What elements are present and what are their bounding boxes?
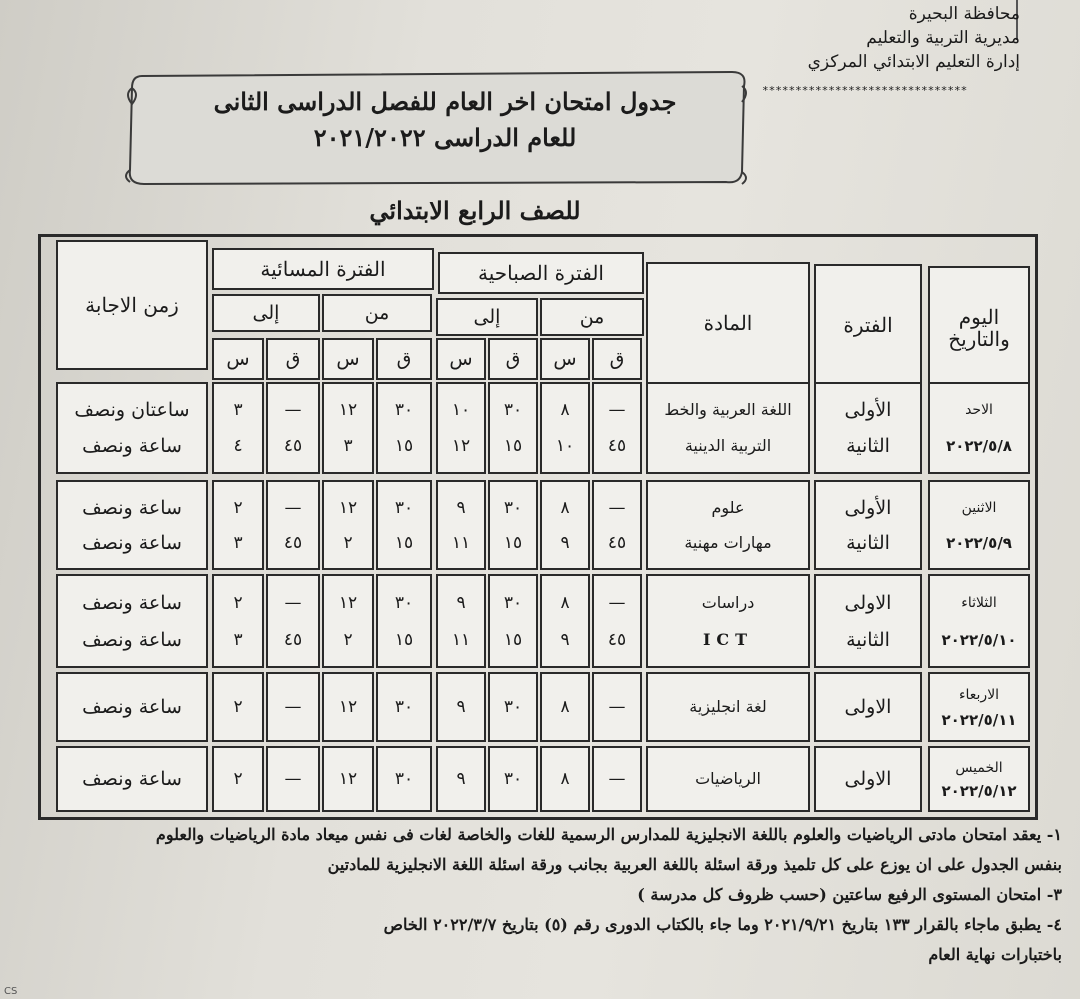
e-to-s-value: ٤ <box>233 436 243 456</box>
scanner-watermark: CS <box>4 986 18 997</box>
subject-value: لغة انجليزية <box>689 697 767 716</box>
header-unit-hour: س <box>322 338 374 380</box>
e-from-q-value: ١٥ <box>394 532 414 553</box>
header-evening-period: الفترة المسائية <box>212 248 434 290</box>
m-from-s-value: ١٠ <box>555 436 575 456</box>
day-name: الاربعاء <box>958 686 1000 703</box>
row-period-cell <box>814 574 922 668</box>
row-day-date <box>928 480 1030 570</box>
period-value: الثانية <box>846 531 890 554</box>
row-m-from-q-cell <box>592 574 642 668</box>
period-value: الاولى <box>844 591 892 614</box>
period-value: الثانية <box>846 435 890 457</box>
m-from-s-value: ٨ <box>560 697 570 717</box>
period-value: الاولى <box>844 696 892 718</box>
header-duration: زمن الاجابة <box>56 240 208 370</box>
row-e-from-q-cell <box>376 672 432 742</box>
directorate-line: مديرية التربية والتعليم <box>866 28 1020 48</box>
row-m-from-s-cell <box>540 480 590 570</box>
m-from-q-value: — <box>608 769 626 789</box>
row-m-from-s-cell <box>540 746 590 812</box>
duration-value: ساعة ونصف <box>82 696 182 718</box>
administration-line: إدارة التعليم الابتدائي المركزي <box>807 52 1020 72</box>
row-subject-cell <box>646 382 810 474</box>
e-to-s-value: ٢ <box>233 697 243 717</box>
m-from-s-value: ٨ <box>560 592 570 613</box>
e-to-s-value: ٣ <box>233 400 243 420</box>
governorate-line: محافظة البحيرة <box>908 4 1020 24</box>
e-to-s-value: ٣ <box>233 532 243 553</box>
row-day-date <box>928 672 1030 742</box>
header-day-date: اليوم والتاريخ <box>928 266 1030 390</box>
row-e-to-q-cell <box>266 746 320 812</box>
e-from-s-value: ٢ <box>343 629 353 650</box>
duration-value: ساعتان ونصف <box>74 399 190 421</box>
note-5: باختبارات نهاية العام <box>928 945 1062 964</box>
note-2: بنفس الجدول على ان يوزع على كل تلميذ ورقة اسئلة باللغة العربية بجانب ورقة اسئلة اللغة الانجليزية للمادتين <box>327 855 1062 874</box>
e-to-q-value: ٤٥ <box>283 532 303 553</box>
m-to-s-value: ١٠ <box>451 400 471 420</box>
e-to-q-value: ٤٥ <box>283 629 303 650</box>
row-day-date <box>928 382 1030 474</box>
m-from-s-value: ٨ <box>560 497 570 518</box>
row-m-to-s-cell <box>436 672 486 742</box>
header-unit-minute: ق <box>488 338 538 380</box>
header-unit-hour: س <box>436 338 486 380</box>
row-subject-cell <box>646 574 810 668</box>
row-e-from-q-cell <box>376 574 432 668</box>
row-e-from-s-cell <box>322 746 374 812</box>
row-e-from-s-cell <box>322 382 374 474</box>
m-from-q-value: ٤٥ <box>607 629 627 650</box>
duration-value: ساعة ونصف <box>82 768 182 790</box>
subject-value: علوم <box>711 497 745 517</box>
row-e-to-s-cell <box>212 480 264 570</box>
m-to-s-value: ١٢ <box>451 436 471 456</box>
e-from-s-value: ٢ <box>343 532 353 553</box>
row-m-to-q-cell <box>488 382 538 474</box>
m-to-q-value: ٣٠ <box>503 592 523 613</box>
row-duration-cell <box>56 574 208 668</box>
m-from-q-value: — <box>608 400 626 420</box>
star-divider: ******************************* <box>762 84 968 97</box>
header-period: الفترة <box>814 264 922 386</box>
row-m-from-s-cell <box>540 672 590 742</box>
e-from-s-value: ١٢ <box>338 769 358 789</box>
m-to-s-value: ٩ <box>456 769 466 789</box>
schedule-title <box>170 84 720 156</box>
row-m-from-q-cell <box>592 480 642 570</box>
e-to-s-value: ٣ <box>233 629 243 650</box>
subject-value: التربية الدينية <box>684 436 772 455</box>
row-m-from-q-cell <box>592 746 642 812</box>
subject-value: مهارات مهنية <box>684 532 772 552</box>
e-to-s-value: ٢ <box>233 497 243 518</box>
m-to-q-value: ١٥ <box>503 436 523 456</box>
subject-value: دراسات <box>701 592 755 612</box>
m-from-s-value: ٨ <box>560 400 570 420</box>
exam-date: ٢٠٢٢/٥/١١ <box>941 710 1017 729</box>
duration-value: ساعة ونصف <box>82 591 182 614</box>
note-3: ٣- امتحان المستوى الرفيع ساعتين (حسب ظروف كل مدرسة ) <box>637 885 1062 904</box>
m-to-s-value: ١١ <box>451 629 471 650</box>
m-from-s-value: ٩ <box>560 629 570 650</box>
e-from-s-value: ٣ <box>343 436 353 456</box>
m-from-s-value: ٨ <box>560 769 570 789</box>
letterhead <box>720 2 1020 74</box>
duration-value: ساعة ونصف <box>82 628 182 651</box>
e-from-q-value: ٣٠ <box>394 592 414 613</box>
row-period-cell <box>814 480 922 570</box>
m-from-q-value: — <box>608 697 626 717</box>
e-to-q-value: — <box>284 497 302 518</box>
subject-value: اللغة العربية والخط <box>664 400 792 419</box>
m-to-s-value: ٩ <box>456 697 466 717</box>
duration-value: ساعة ونصف <box>82 496 182 519</box>
m-from-q-value: ٤٥ <box>607 532 627 553</box>
m-to-q-value: ١٥ <box>503 532 523 553</box>
e-from-s-value: ١٢ <box>338 592 358 613</box>
title-line-2: للعام الدراسى ٢٠٢١/٢٠٢٢ <box>313 123 577 152</box>
m-from-q-value: ٤٥ <box>607 436 627 456</box>
exam-date: ٢٠٢٢/٥/١٠ <box>941 630 1017 649</box>
row-period-cell <box>814 672 922 742</box>
e-from-q-value: ٣٠ <box>394 497 414 518</box>
day-name: الاحد <box>965 402 993 418</box>
header-unit-minute: ق <box>376 338 432 380</box>
exam-date: ٢٠٢٢/٥/٩ <box>946 533 1012 552</box>
row-m-from-q-cell <box>592 672 642 742</box>
m-to-s-value: ٩ <box>456 497 466 518</box>
title-line-1: جدول امتحان اخر العام للفصل الدراسى الثانى <box>213 87 677 116</box>
e-from-s-value: ١٢ <box>338 697 358 717</box>
m-to-s-value: ١١ <box>451 532 471 553</box>
note-1: ١- يعقد امتحان مادتى الرياضيات والعلوم باللغة الانجليزية للمدارس الرسمية للغات والخاصة لغات فى نفس ميعاد مادة الرياضيات والعلوم <box>155 825 1062 844</box>
row-e-to-q-cell <box>266 382 320 474</box>
row-duration-cell <box>56 382 208 474</box>
header-subject: المادة <box>646 262 810 384</box>
day-name: الاثنين <box>961 499 997 516</box>
row-e-from-s-cell <box>322 480 374 570</box>
period-value: الثانية <box>846 628 890 651</box>
row-m-to-q-cell <box>488 480 538 570</box>
row-duration-cell <box>56 746 208 812</box>
subject-value: الرياضيات <box>695 769 761 788</box>
exam-date: ٢٠٢٢/٥/٨ <box>946 437 1012 455</box>
row-e-to-q-cell <box>266 480 320 570</box>
e-to-q-value: ٤٥ <box>283 436 303 456</box>
header-unit-minute: ق <box>266 338 320 380</box>
header-morning-period: الفترة الصباحية <box>438 252 644 294</box>
row-period-cell <box>814 746 922 812</box>
row-m-from-s-cell <box>540 382 590 474</box>
row-subject-cell <box>646 672 810 742</box>
row-e-to-q-cell <box>266 672 320 742</box>
e-to-q-value: — <box>284 697 302 717</box>
row-e-to-q-cell <box>266 574 320 668</box>
duration-value: ساعة ونصف <box>82 435 182 457</box>
row-m-to-q-cell <box>488 746 538 812</box>
e-from-q-value: ١٥ <box>394 629 414 650</box>
m-from-q-value: — <box>608 497 626 518</box>
e-to-q-value: — <box>284 592 302 613</box>
e-to-q-value: — <box>284 769 302 789</box>
m-to-q-value: ٣٠ <box>503 400 523 420</box>
e-from-q-value: ٣٠ <box>394 697 414 717</box>
row-duration-cell <box>56 672 208 742</box>
e-to-s-value: ٢ <box>233 769 243 789</box>
row-subject-cell <box>646 746 810 812</box>
row-e-from-q-cell <box>376 746 432 812</box>
period-value: الأولى <box>844 399 892 421</box>
header-evening-to: إلى <box>212 294 320 332</box>
m-from-s-value: ٩ <box>560 532 570 553</box>
e-from-q-value: ١٥ <box>394 436 414 456</box>
row-m-to-q-cell <box>488 574 538 668</box>
day-name: الثلاثاء <box>961 594 997 611</box>
exam-date: ٢٠٢٢/٥/١٢ <box>941 781 1017 800</box>
row-duration-cell <box>56 480 208 570</box>
row-period-cell <box>814 382 922 474</box>
row-e-from-q-cell <box>376 382 432 474</box>
header-unit-minute: ق <box>592 338 642 380</box>
m-from-q-value: — <box>608 592 626 613</box>
subject-value: ICT <box>702 629 754 649</box>
row-e-to-s-cell <box>212 382 264 474</box>
row-e-from-q-cell <box>376 480 432 570</box>
e-from-s-value: ١٢ <box>338 400 358 420</box>
e-to-s-value: ٢ <box>233 592 243 613</box>
e-from-q-value: ٣٠ <box>394 769 414 789</box>
period-value: الأولى <box>844 496 892 519</box>
header-evening-from: من <box>322 294 432 332</box>
row-m-to-s-cell <box>436 480 486 570</box>
e-to-q-value: — <box>284 400 302 420</box>
header-unit-hour: س <box>540 338 590 380</box>
row-m-to-s-cell <box>436 574 486 668</box>
row-m-to-s-cell <box>436 746 486 812</box>
m-to-q-value: ١٥ <box>503 629 523 650</box>
period-value: الاولى <box>844 768 892 790</box>
header-unit-hour: س <box>212 338 264 380</box>
row-e-to-s-cell <box>212 672 264 742</box>
e-from-q-value: ٣٠ <box>394 400 414 420</box>
m-to-s-value: ٩ <box>456 592 466 613</box>
m-to-q-value: ٣٠ <box>503 497 523 518</box>
row-day-date <box>928 574 1030 668</box>
row-day-date <box>928 746 1030 812</box>
m-to-q-value: ٣٠ <box>503 769 523 789</box>
note-4: ٤- يطبق ماجاء بالقرار ١٣٣ بتاريخ ٢٠٢١/٩/٢١ وما جاء بالكتاب الدورى رقم (٥) بتاريخ ٢٠٢٢/٣/٧ الخاص <box>383 915 1062 934</box>
grade-heading: للصف الرابع الابتدائي <box>369 196 581 225</box>
row-m-to-q-cell <box>488 672 538 742</box>
row-e-to-s-cell <box>212 574 264 668</box>
e-from-s-value: ١٢ <box>338 497 358 518</box>
duration-value: ساعة ونصف <box>82 531 182 554</box>
row-m-from-q-cell <box>592 382 642 474</box>
row-e-from-s-cell <box>322 672 374 742</box>
row-e-to-s-cell <box>212 746 264 812</box>
m-to-q-value: ٣٠ <box>503 697 523 717</box>
row-e-from-s-cell <box>322 574 374 668</box>
header-morning-to: إلى <box>436 298 538 336</box>
row-subject-cell <box>646 480 810 570</box>
header-morning-from: من <box>540 298 644 336</box>
row-m-to-s-cell <box>436 382 486 474</box>
day-name: الخميس <box>955 759 1003 776</box>
row-m-from-s-cell <box>540 574 590 668</box>
notes-section <box>12 820 1062 970</box>
